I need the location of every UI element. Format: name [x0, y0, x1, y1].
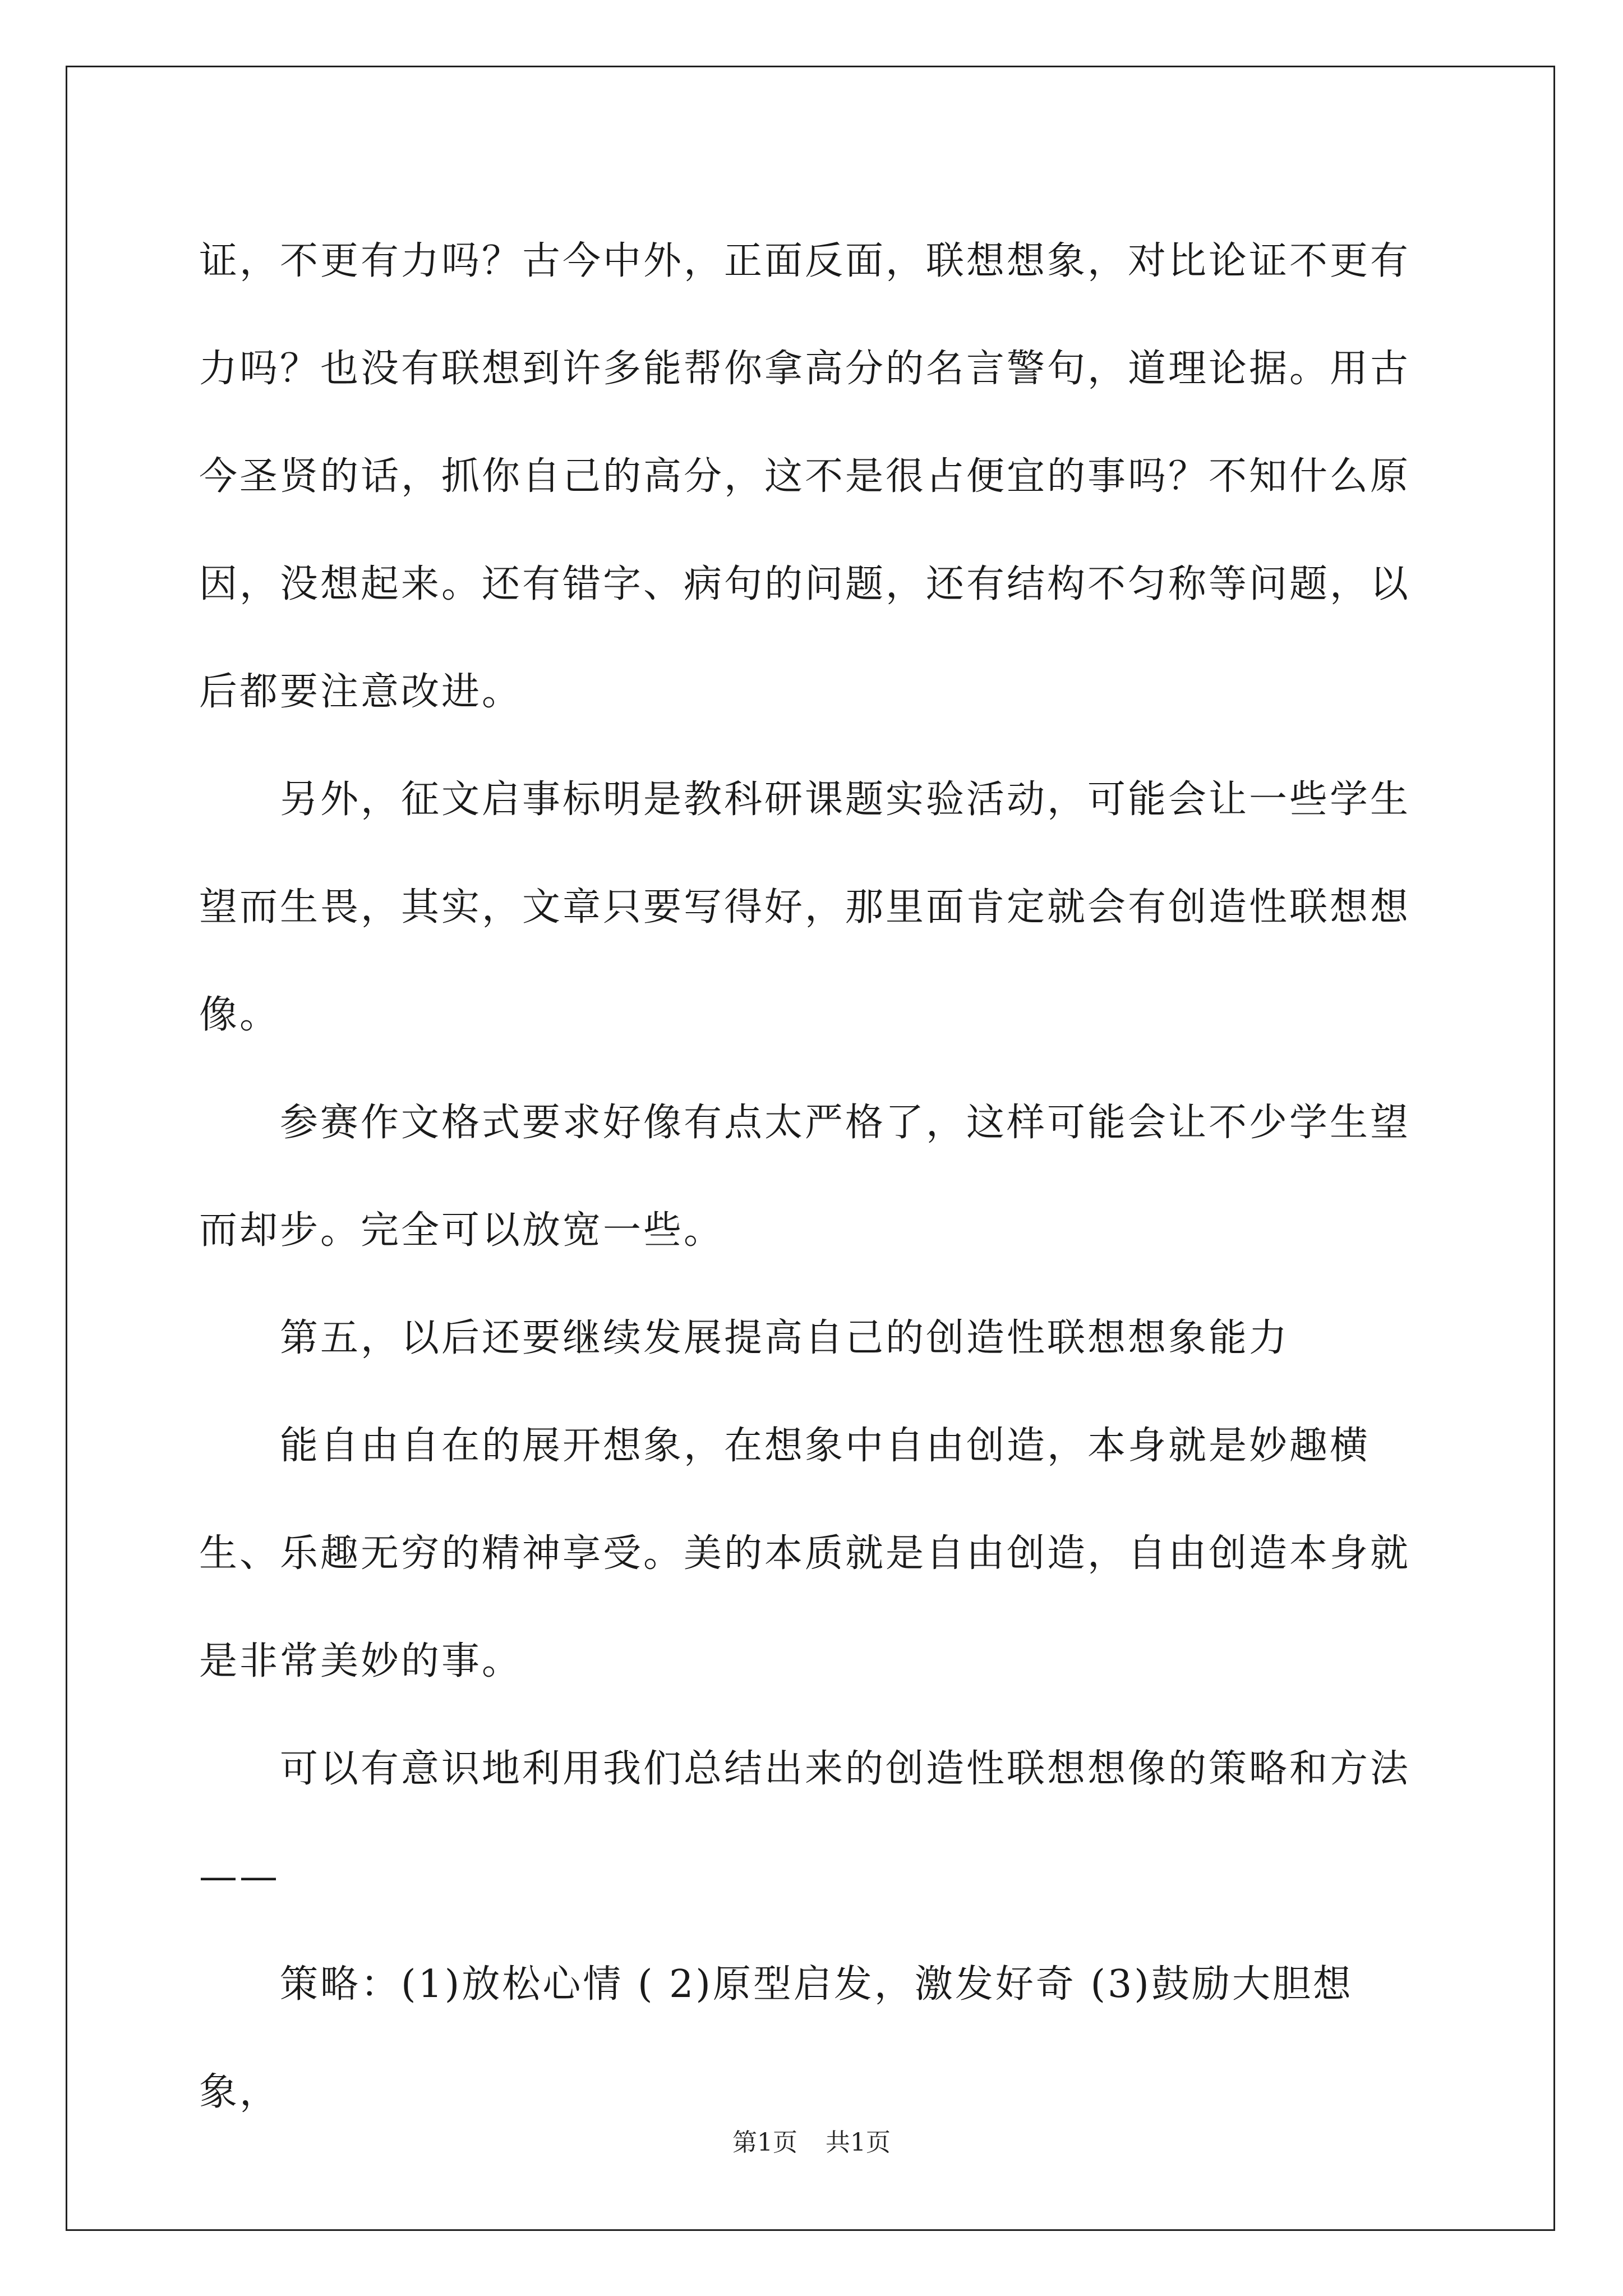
paragraph-6: 可以有意识地利用我们总结出来的创造性联想想像的策略和方法——	[199, 1747, 1411, 1899]
paragraph-7: 策略：(1)放松心情 ( 2)原型启发，激发好奇 (3)鼓励大胆想象，	[199, 1962, 1353, 2114]
document-body	[199, 208, 1433, 2146]
paragraph-5: 能自由自在的展开想象，在想象中自由创造，本身就是妙趣横生、乐趣无穷的精神享受。美的本质就是自由创造，自由创造本身就是非常美妙的事。	[199, 1424, 1411, 1683]
page-footer	[0, 2126, 1623, 2160]
page-number: 第1页	[732, 2128, 797, 2157]
paragraph-2: 另外，征文启事标明是教科研课题实验活动，可能会让一些学生望而生畏，其实，文章只要写得好，那里面肯定就会有创造性联想想像。	[199, 777, 1411, 1037]
paragraph-4: 第五，以后还要继续发展提高自己的创造性联想想象能力	[280, 1316, 1290, 1360]
paragraph-1: 证，不更有力吗？古今中外，正面反面，联想想象，对比论证不更有力吗？也没有联想到许多能帮你拿高分的名言警句，道理论据。用古今圣贤的话，抓你自己的高分，这不是很占便宜的事吗？不知什么原因，没想起来。还有错字、病句的问题，还有结构不匀称等问题，以后都要注意改进。	[199, 239, 1411, 714]
paragraph-3: 参赛作文格式要求好像有点太严格了，这样可能会让不少学生望而却步。完全可以放宽一些。	[199, 1101, 1411, 1253]
page-total: 共1页	[826, 2128, 891, 2157]
